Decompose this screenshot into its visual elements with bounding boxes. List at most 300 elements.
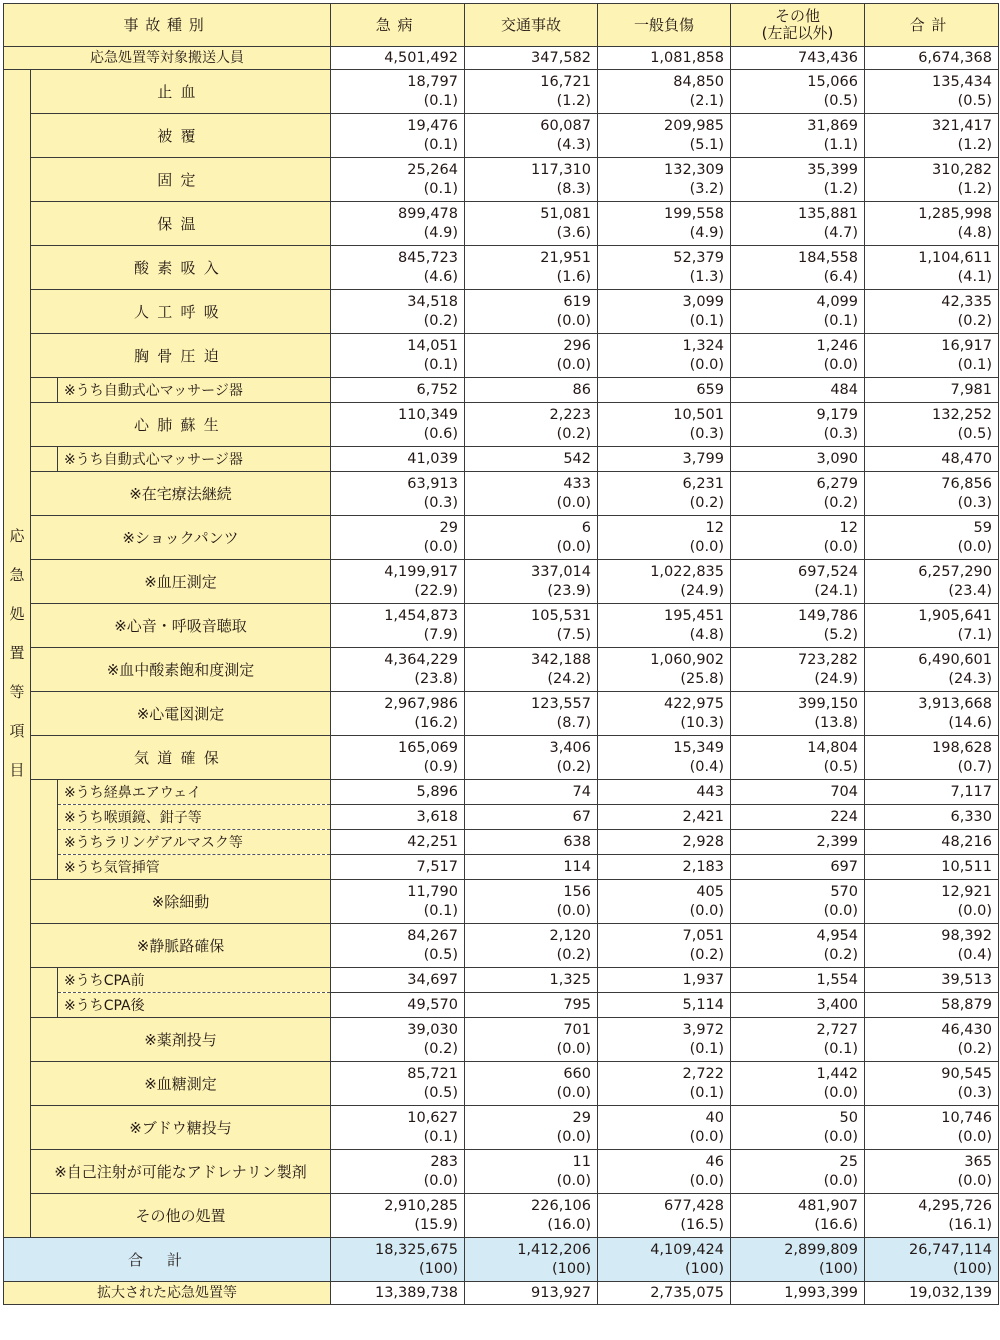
percent: (0.5) — [823, 758, 858, 775]
header-col-other: その他 (左記以外) — [731, 4, 865, 47]
count: 365 — [964, 1153, 992, 1170]
percent: (0.5) — [423, 946, 458, 963]
percent: (7.9) — [423, 626, 458, 643]
count: 433 — [563, 475, 591, 492]
item-label: 保温 — [31, 202, 331, 246]
item-value — [865, 1194, 999, 1238]
count: 10,627 — [407, 1109, 458, 1126]
item-row — [4, 924, 999, 968]
percent: (5.2) — [823, 626, 858, 643]
count: 149,786 — [798, 607, 858, 624]
percent: (16.0) — [547, 1216, 591, 1233]
count: 25,264 — [407, 161, 458, 178]
item-label: ※血糖測定 — [31, 1062, 331, 1106]
count: 15,066 — [807, 73, 858, 90]
count: 310,282 — [932, 161, 992, 178]
header-category: 事故種別 — [4, 4, 331, 47]
item-value — [465, 736, 598, 780]
percent: (0.3) — [689, 425, 724, 442]
percent: (7.1) — [957, 626, 992, 643]
percent: (0.1) — [957, 356, 992, 373]
item-row — [4, 880, 999, 924]
item-value — [465, 604, 598, 648]
percent: (0.0) — [823, 538, 858, 555]
transported-value: 6,674,368 — [865, 47, 999, 70]
percent: (0.1) — [689, 1084, 724, 1101]
count: 39,030 — [407, 1021, 458, 1038]
item-row — [4, 648, 999, 692]
item-label: 固定 — [31, 158, 331, 202]
sub-item-label: ※うち自動式心マッサージ器 — [58, 447, 331, 472]
expanded-value: 13,389,738 — [331, 1282, 465, 1305]
percent: (14.6) — [948, 714, 992, 731]
item-value: 10,511 — [865, 855, 999, 880]
item-value — [331, 648, 465, 692]
count: 84,850 — [673, 73, 724, 90]
count: 1,246 — [816, 337, 858, 354]
item-value — [865, 604, 999, 648]
percent: (4.8) — [689, 626, 724, 643]
count: 9,179 — [816, 406, 858, 423]
count: 123,557 — [531, 695, 591, 712]
item-row — [4, 736, 999, 780]
count: 60,087 — [540, 117, 591, 134]
item-value — [598, 158, 731, 202]
item-label: ※自己注射が可能なアドレナリン製剤 — [31, 1150, 331, 1194]
percent: (4.3) — [556, 136, 591, 153]
percent: (0.0) — [689, 1128, 724, 1145]
item-value — [731, 692, 865, 736]
percent: (0.0) — [556, 902, 591, 919]
percent: (0.1) — [423, 136, 458, 153]
item-value — [865, 1062, 999, 1106]
item-value: 7,117 — [865, 780, 999, 805]
expanded-value: 1,993,399 — [731, 1282, 865, 1305]
item-row — [4, 560, 999, 604]
percent: (0.0) — [957, 1128, 992, 1145]
item-value — [598, 472, 731, 516]
header-col-kotsu: 交通事故 — [465, 4, 598, 47]
item-value — [598, 648, 731, 692]
percent: (0.6) — [423, 425, 458, 442]
item-label: ※在宅療法継続 — [31, 472, 331, 516]
item-value: 1,554 — [731, 968, 865, 993]
transported-value: 347,582 — [465, 47, 598, 70]
item-value — [465, 1150, 598, 1194]
item-value — [331, 1194, 465, 1238]
item-value — [865, 246, 999, 290]
sub-item-label: ※うち喉頭鏡、鉗子等 — [58, 805, 331, 830]
item-value — [465, 1062, 598, 1106]
count: 321,417 — [932, 117, 992, 134]
percent: (1.2) — [957, 180, 992, 197]
expanded-label: 拡大された応急処置等 — [4, 1282, 331, 1305]
header-col-total: 合計 — [865, 4, 999, 47]
sub-item-row — [4, 805, 999, 830]
percent: (15.9) — [414, 1216, 458, 1233]
item-value: 7,981 — [865, 378, 999, 403]
percent: (1.3) — [689, 268, 724, 285]
percent: (0.0) — [423, 1172, 458, 1189]
percent: (0.0) — [957, 902, 992, 919]
item-label: 胸骨圧迫 — [31, 334, 331, 378]
percent: (0.0) — [556, 1040, 591, 1057]
item-value — [465, 246, 598, 290]
percent: (0.0) — [823, 902, 858, 919]
count: 12,921 — [941, 883, 992, 900]
count: 98,392 — [941, 927, 992, 944]
item-value — [731, 246, 865, 290]
count: 337,014 — [531, 563, 591, 580]
count: 1,412,206 — [517, 1241, 591, 1258]
count: 405 — [696, 883, 724, 900]
count: 50 — [839, 1109, 858, 1126]
side-label-char: 応 — [9, 527, 25, 545]
count: 2,722 — [682, 1065, 724, 1082]
item-row — [4, 158, 999, 202]
item-value — [731, 114, 865, 158]
count: 619 — [563, 293, 591, 310]
item-value — [865, 924, 999, 968]
percent: (0.5) — [823, 92, 858, 109]
count: 117,310 — [531, 161, 591, 178]
count: 677,428 — [664, 1197, 724, 1214]
count: 19,476 — [407, 117, 458, 134]
item-value — [731, 924, 865, 968]
item-row — [4, 114, 999, 158]
item-value — [598, 403, 731, 447]
item-value — [598, 114, 731, 158]
percent: (0.2) — [556, 758, 591, 775]
item-label: ※除細動 — [31, 880, 331, 924]
count: 18,797 — [407, 73, 458, 90]
item-value: 2,928 — [598, 830, 731, 855]
item-value: 5,114 — [598, 993, 731, 1018]
side-label-char: 目 — [9, 761, 25, 779]
count: 697,524 — [798, 563, 858, 580]
count: 3,099 — [682, 293, 724, 310]
transported-value: 4,501,492 — [331, 47, 465, 70]
count: 899,478 — [398, 205, 458, 222]
item-value — [465, 290, 598, 334]
percent: (100) — [819, 1260, 858, 1277]
count: 105,531 — [531, 607, 591, 624]
side-label-char: 等 — [9, 683, 25, 701]
count: 90,545 — [941, 1065, 992, 1082]
item-value: 41,039 — [331, 447, 465, 472]
header-row — [4, 4, 999, 47]
percent: (4.7) — [823, 224, 858, 241]
percent: (100) — [953, 1260, 992, 1277]
item-value: 5,896 — [331, 780, 465, 805]
item-value — [331, 334, 465, 378]
percent: (0.0) — [556, 494, 591, 511]
item-value: 42,251 — [331, 830, 465, 855]
item-value — [598, 246, 731, 290]
expanded-value: 2,735,075 — [598, 1282, 731, 1305]
item-row — [4, 604, 999, 648]
item-value — [598, 692, 731, 736]
count: 135,881 — [798, 205, 858, 222]
percent: (0.0) — [556, 356, 591, 373]
percent: (0.3) — [957, 494, 992, 511]
item-row — [4, 403, 999, 447]
side-label-char: 処 — [9, 605, 25, 623]
sub-item-label: ※うちCPA前 — [58, 968, 331, 993]
item-value — [465, 1018, 598, 1062]
count: 199,558 — [664, 205, 724, 222]
item-value — [865, 334, 999, 378]
item-value — [731, 158, 865, 202]
count: 16,721 — [540, 73, 591, 90]
item-row — [4, 290, 999, 334]
item-value: 67 — [465, 805, 598, 830]
item-value — [865, 1106, 999, 1150]
count: 2,910,285 — [384, 1197, 458, 1214]
group-indent — [31, 968, 58, 993]
percent: (0.0) — [689, 902, 724, 919]
count: 422,975 — [664, 695, 724, 712]
percent: (0.2) — [689, 494, 724, 511]
item-value: 659 — [598, 378, 731, 403]
item-row — [4, 1062, 999, 1106]
count: 1,324 — [682, 337, 724, 354]
percent: (3.2) — [689, 180, 724, 197]
count: 4,364,229 — [384, 651, 458, 668]
count: 84,267 — [407, 927, 458, 944]
count: 85,721 — [407, 1065, 458, 1082]
transported-label: 応急処置等対象搬送人員 — [4, 47, 331, 70]
item-value — [465, 560, 598, 604]
item-value — [731, 290, 865, 334]
percent: (24.9) — [814, 670, 858, 687]
count: 4,295,726 — [918, 1197, 992, 1214]
percent: (0.3) — [423, 494, 458, 511]
item-value — [465, 692, 598, 736]
percent: (0.0) — [689, 356, 724, 373]
count: 26,747,114 — [908, 1241, 992, 1258]
item-value: 638 — [465, 830, 598, 855]
item-value — [331, 604, 465, 648]
item-value — [731, 880, 865, 924]
percent: (0.2) — [689, 946, 724, 963]
item-value: 3,400 — [731, 993, 865, 1018]
percent: (16.5) — [680, 1216, 724, 1233]
percent: (0.5) — [957, 92, 992, 109]
group-indent — [31, 993, 58, 1018]
item-row — [4, 334, 999, 378]
count: 135,434 — [932, 73, 992, 90]
item-value — [465, 924, 598, 968]
percent: (0.0) — [689, 1172, 724, 1189]
percent: (23.8) — [414, 670, 458, 687]
item-value: 3,618 — [331, 805, 465, 830]
percent: (1.2) — [823, 180, 858, 197]
item-value: 58,879 — [865, 993, 999, 1018]
count: 2,899,809 — [784, 1241, 858, 1258]
item-label: 心肺蘇生 — [31, 403, 331, 447]
percent: (1.1) — [823, 136, 858, 153]
item-value: 74 — [465, 780, 598, 805]
count: 4,199,917 — [384, 563, 458, 580]
count: 110,349 — [398, 406, 458, 423]
group-indent — [31, 780, 58, 805]
item-value — [465, 880, 598, 924]
count: 209,985 — [664, 117, 724, 134]
side-label-char: 項 — [9, 722, 25, 740]
item-label: 被覆 — [31, 114, 331, 158]
transported-row — [4, 47, 999, 70]
count: 59 — [973, 519, 992, 536]
item-value — [598, 516, 731, 560]
count: 35,399 — [807, 161, 858, 178]
percent: (16.2) — [414, 714, 458, 731]
count: 4,109,424 — [650, 1241, 724, 1258]
item-value: 1,325 — [465, 968, 598, 993]
item-row — [4, 1018, 999, 1062]
percent: (0.0) — [689, 538, 724, 555]
item-value: 86 — [465, 378, 598, 403]
percent: (0.2) — [957, 312, 992, 329]
count: 1,060,902 — [650, 651, 724, 668]
percent: (0.9) — [423, 758, 458, 775]
side-label-char: 急 — [9, 566, 25, 584]
item-value — [865, 472, 999, 516]
percent: (0.0) — [423, 538, 458, 555]
percent: (0.0) — [823, 1172, 858, 1189]
percent: (0.2) — [823, 494, 858, 511]
percent: (4.6) — [423, 268, 458, 285]
percent: (0.2) — [556, 946, 591, 963]
percent: (0.5) — [423, 1084, 458, 1101]
item-value — [731, 1150, 865, 1194]
item-value: 7,517 — [331, 855, 465, 880]
percent: (0.5) — [957, 425, 992, 442]
item-value — [598, 1106, 731, 1150]
item-value — [598, 560, 731, 604]
group-indent — [31, 805, 58, 830]
percent: (0.3) — [957, 1084, 992, 1101]
item-value: 224 — [731, 805, 865, 830]
sub-item-label: ※うちラリンゲアルマスク等 — [58, 830, 331, 855]
percent: (4.1) — [957, 268, 992, 285]
item-label: 気道確保 — [31, 736, 331, 780]
item-value — [865, 1018, 999, 1062]
item-label: ※血中酸素飽和度測定 — [31, 648, 331, 692]
item-value: 3,799 — [598, 447, 731, 472]
count: 42,335 — [941, 293, 992, 310]
side-label-char: 置 — [9, 644, 25, 662]
item-value: 39,513 — [865, 968, 999, 993]
item-value — [598, 1018, 731, 1062]
percent: (1.2) — [957, 136, 992, 153]
item-label: ※静脈路確保 — [31, 924, 331, 968]
item-value — [598, 70, 731, 114]
percent: (0.1) — [823, 1040, 858, 1057]
percent: (24.2) — [547, 670, 591, 687]
item-value — [731, 604, 865, 648]
count: 14,051 — [407, 337, 458, 354]
count: 15,349 — [673, 739, 724, 756]
percent: (1.2) — [556, 92, 591, 109]
group-indent — [31, 830, 58, 855]
count: 2,967,986 — [384, 695, 458, 712]
item-value — [731, 736, 865, 780]
percent: (0.4) — [957, 946, 992, 963]
count: 845,723 — [398, 249, 458, 266]
item-value — [865, 1150, 999, 1194]
item-value — [331, 880, 465, 924]
item-value — [598, 924, 731, 968]
count: 342,188 — [531, 651, 591, 668]
sub-item-row — [4, 378, 999, 403]
item-value — [865, 516, 999, 560]
item-value: 2,421 — [598, 805, 731, 830]
item-value: 48,216 — [865, 830, 999, 855]
total-value — [331, 1238, 465, 1282]
count: 198,628 — [932, 739, 992, 756]
item-value — [331, 290, 465, 334]
item-value — [465, 1194, 598, 1238]
sub-item-row — [4, 968, 999, 993]
percent: (0.0) — [823, 1084, 858, 1101]
count: 723,282 — [798, 651, 858, 668]
sub-item-row — [4, 993, 999, 1018]
item-value — [865, 736, 999, 780]
item-value — [465, 1106, 598, 1150]
header-col-kyubyo: 急病 — [331, 4, 465, 47]
count: 132,309 — [664, 161, 724, 178]
percent: (24.3) — [948, 670, 992, 687]
count: 6 — [581, 519, 591, 536]
count: 51,081 — [540, 205, 591, 222]
count: 3,913,668 — [918, 695, 992, 712]
percent: (0.0) — [556, 538, 591, 555]
count: 40 — [705, 1109, 724, 1126]
count: 34,518 — [407, 293, 458, 310]
item-value — [731, 403, 865, 447]
percent: (100) — [685, 1260, 724, 1277]
item-label: 止血 — [31, 70, 331, 114]
sub-item-row — [4, 855, 999, 880]
count: 63,913 — [407, 475, 458, 492]
count: 31,869 — [807, 117, 858, 134]
item-value — [465, 114, 598, 158]
item-value: 704 — [731, 780, 865, 805]
count: 76,856 — [941, 475, 992, 492]
item-value — [731, 1062, 865, 1106]
percent: (0.2) — [556, 425, 591, 442]
total-value — [465, 1238, 598, 1282]
count: 25 — [839, 1153, 858, 1170]
percent: (24.9) — [680, 582, 724, 599]
percent: (23.4) — [948, 582, 992, 599]
item-value: 484 — [731, 378, 865, 403]
count: 6,231 — [682, 475, 724, 492]
count: 195,451 — [664, 607, 724, 624]
group-indent — [31, 378, 58, 403]
group-indent — [31, 855, 58, 880]
item-value — [865, 70, 999, 114]
count: 6,279 — [816, 475, 858, 492]
item-value — [331, 472, 465, 516]
percent: (0.0) — [957, 1172, 992, 1189]
percent: (0.2) — [423, 1040, 458, 1057]
item-value — [331, 560, 465, 604]
item-value — [598, 1194, 731, 1238]
item-value: 1,937 — [598, 968, 731, 993]
total-value — [731, 1238, 865, 1282]
